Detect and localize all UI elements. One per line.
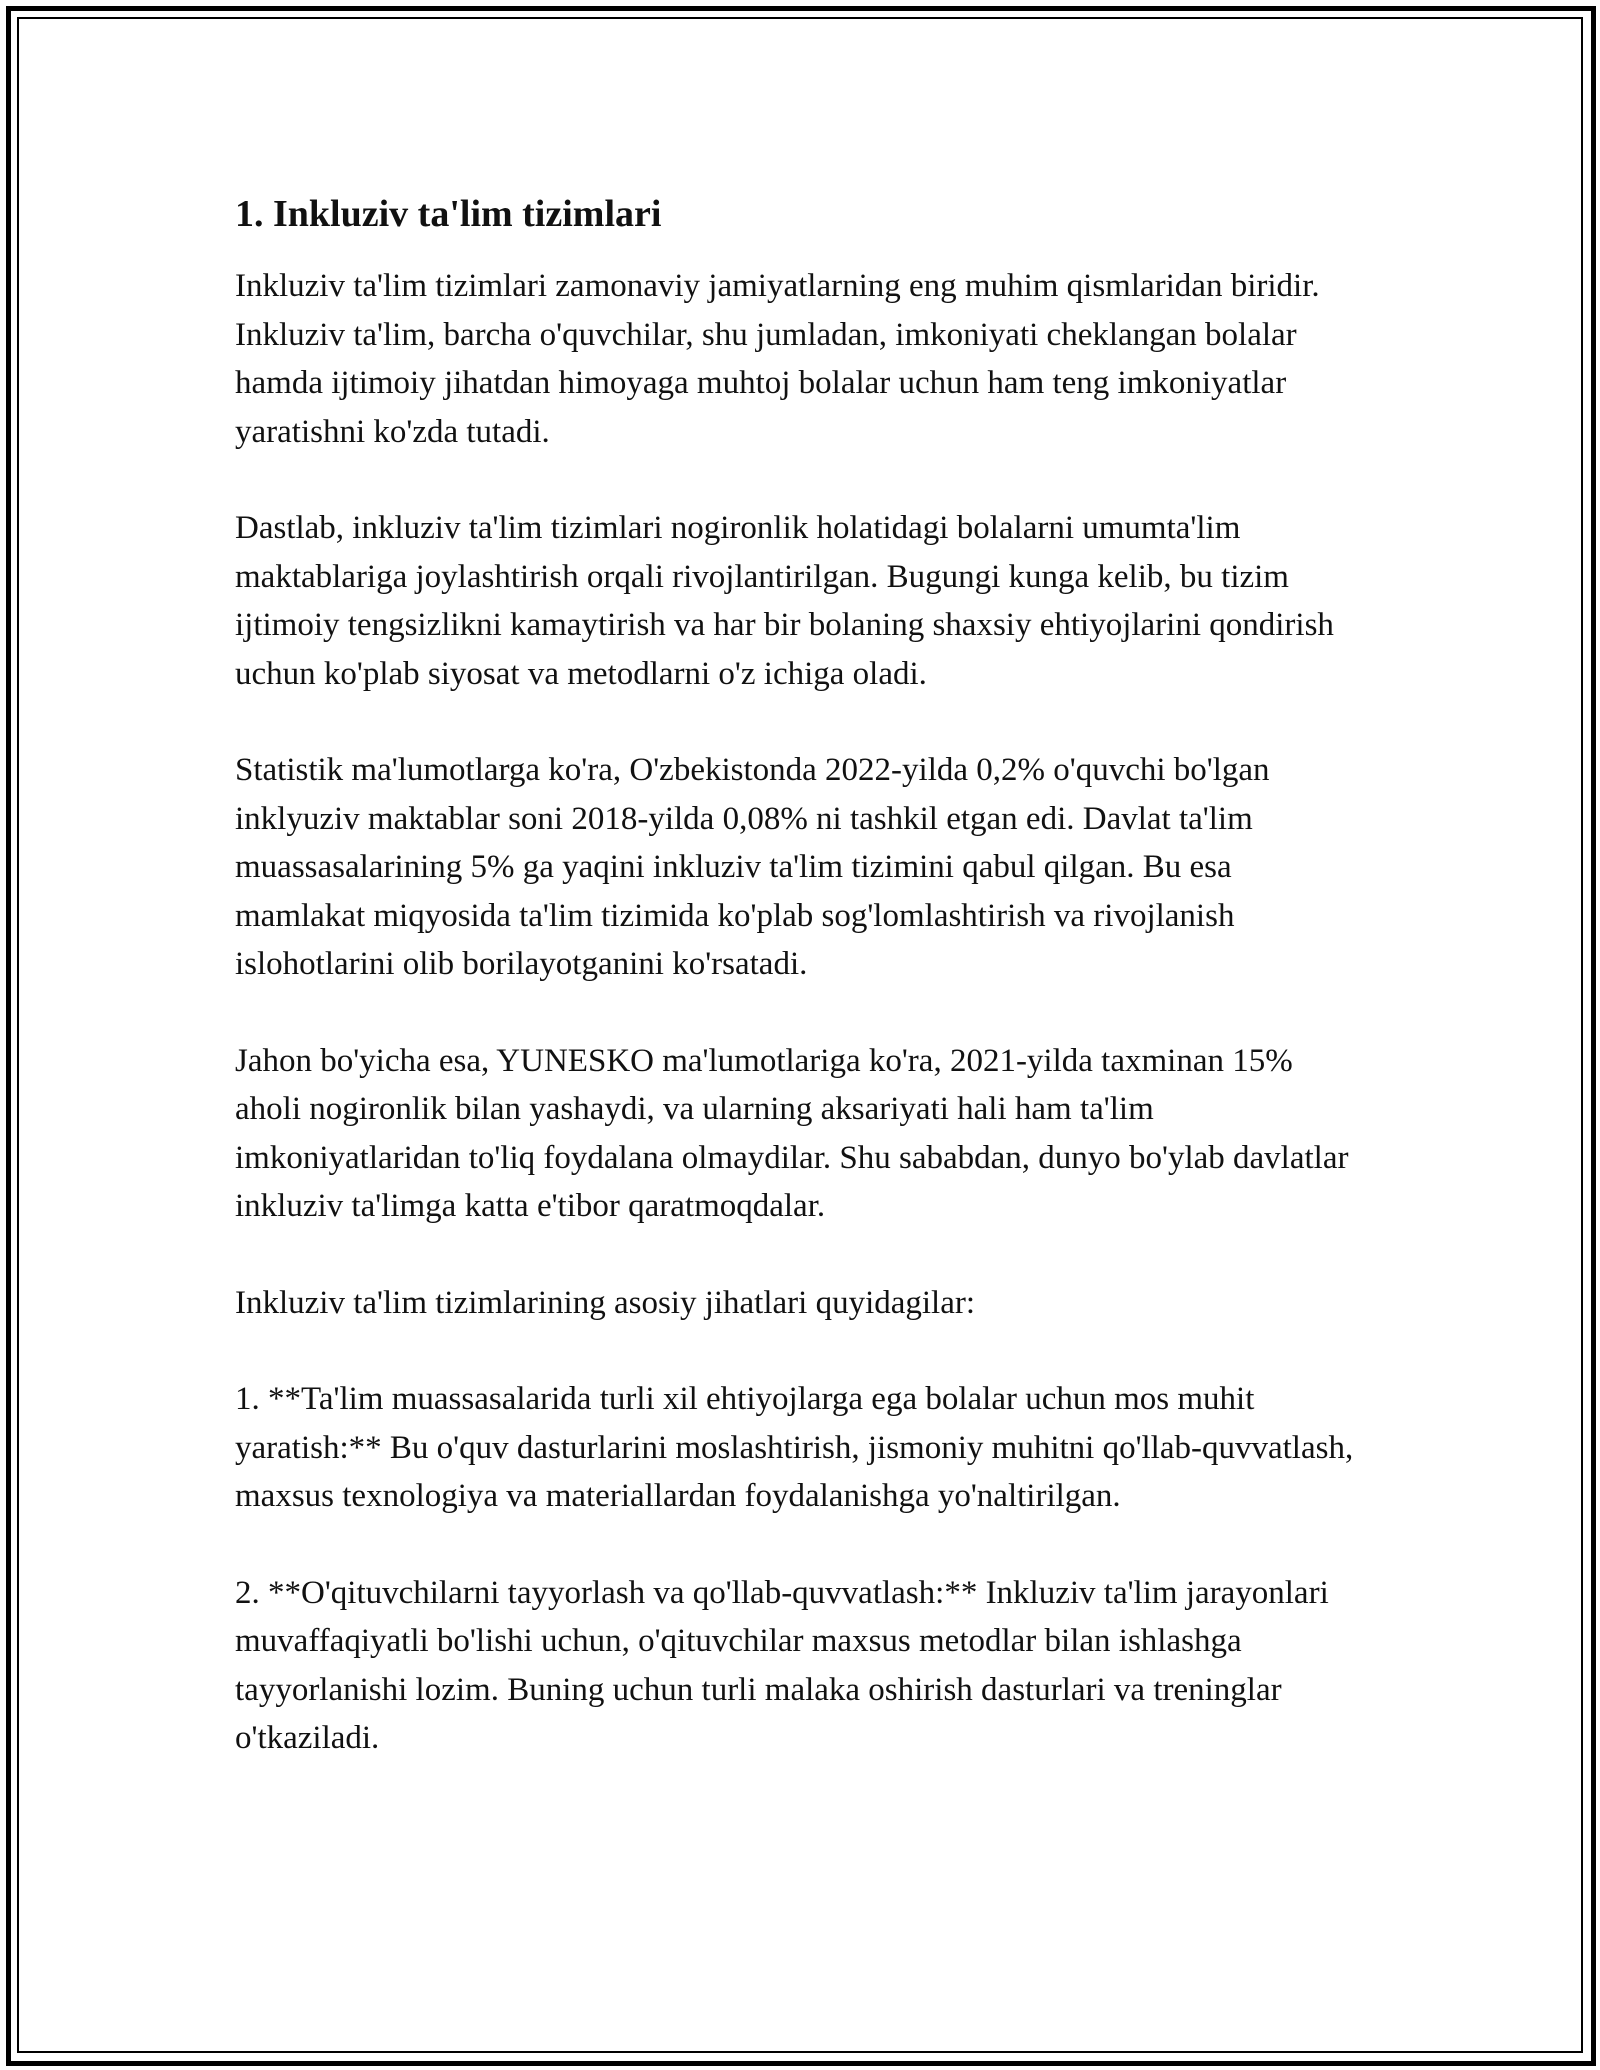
section-heading: 1. Inkluziv ta'lim tizimlari — [235, 193, 662, 235]
document-body — [235, 186, 1365, 1763]
paragraph-world-statistics: Jahon bo'yicha esa, YUNESKO ma'lumotlariga ko'ra, 2021-yilda taxminan 15% aholi nogironlik bilan yashaydi, va ularning aksariyati hali ham ta'lim imkoniyatlaridan to'liq foydalana olmaydilar. Shu sababdan, dunyo bo'ylab davlatlar inkluziv ta'limga katta e'tibor qaratmoqdalar. — [235, 1042, 1349, 1224]
list-item-teachers: 2. **O'qituvchilarni tayyorlash va qo'llab-quvvatlash:** Inkluziv ta'lim jarayonlari muvaffaqiyatli bo'lishi uchun, o'qituvchilar maxsus metodlar bilan ishlashga tayyorlanishi lozim. Buning uchun turli malaka oshirish dasturlari va treninglar o'tkaziladi. — [235, 1574, 1329, 1756]
paragraph-key-aspects-intro: Inkluziv ta'lim tizimlarining asosiy jihatlari quyidagilar: — [235, 1284, 976, 1321]
paragraph-uzbekistan-statistics: Statistik ma'lumotlarga ko'ra, O'zbekistonda 2022-yilda 0,2% o'quvchi bo'lgan inklyuziv maktablar soni 2018-yilda 0,08% ni tashkil etgan edi. Davlat ta'lim muassasalarining 5% ga yaqini inkluziv ta'lim tizimini qabul qilgan. Bu esa mamlakat miqyosida ta'lim tizimida ko'plab sog'lomlashtirish va rivojlanish islohotlarini olib borilayotganini ko'rsatadi. — [235, 752, 1270, 982]
list-item-environment: 1. **Ta'lim muassasalarida turli xil ehtiyojlarga ega bolalar uchun mos muhit yaratish:** Bu o'quv dasturlarini moslashtirish, jismoniy muhitni qo'llab-quvvatlash, maxsus texnologiya va materiallardan foydalanishga yo'naltirilgan. — [235, 1381, 1354, 1514]
paragraph-intro: Inkluziv ta'lim tizimlari zamonaviy jamiyatlarning eng muhim qismlaridan biridir. Inkluziv ta'lim, barcha o'quvchilar, shu jumladan, imkoniyati cheklangan bolalar hamda ijtimoiy jihatdan himoyaga muhtoj bolalar uchun ham teng imkoniyatlar yaratishni ko'zda tutadi. — [235, 268, 1320, 450]
paragraph-history: Dastlab, inkluziv ta'lim tizimlari nogironlik holatidagi bolalarni umumta'lim maktablariga joylashtirish orqali rivojlantirilgan. Bugungi kunga kelib, bu tizim ijtimoiy tengsizlikni kamaytirish va har bir bolaning shaxsiy ehtiyojlarini qondirish uchun ko'plab siyosat va metodlarni o'z ichiga oladi. — [235, 510, 1334, 692]
